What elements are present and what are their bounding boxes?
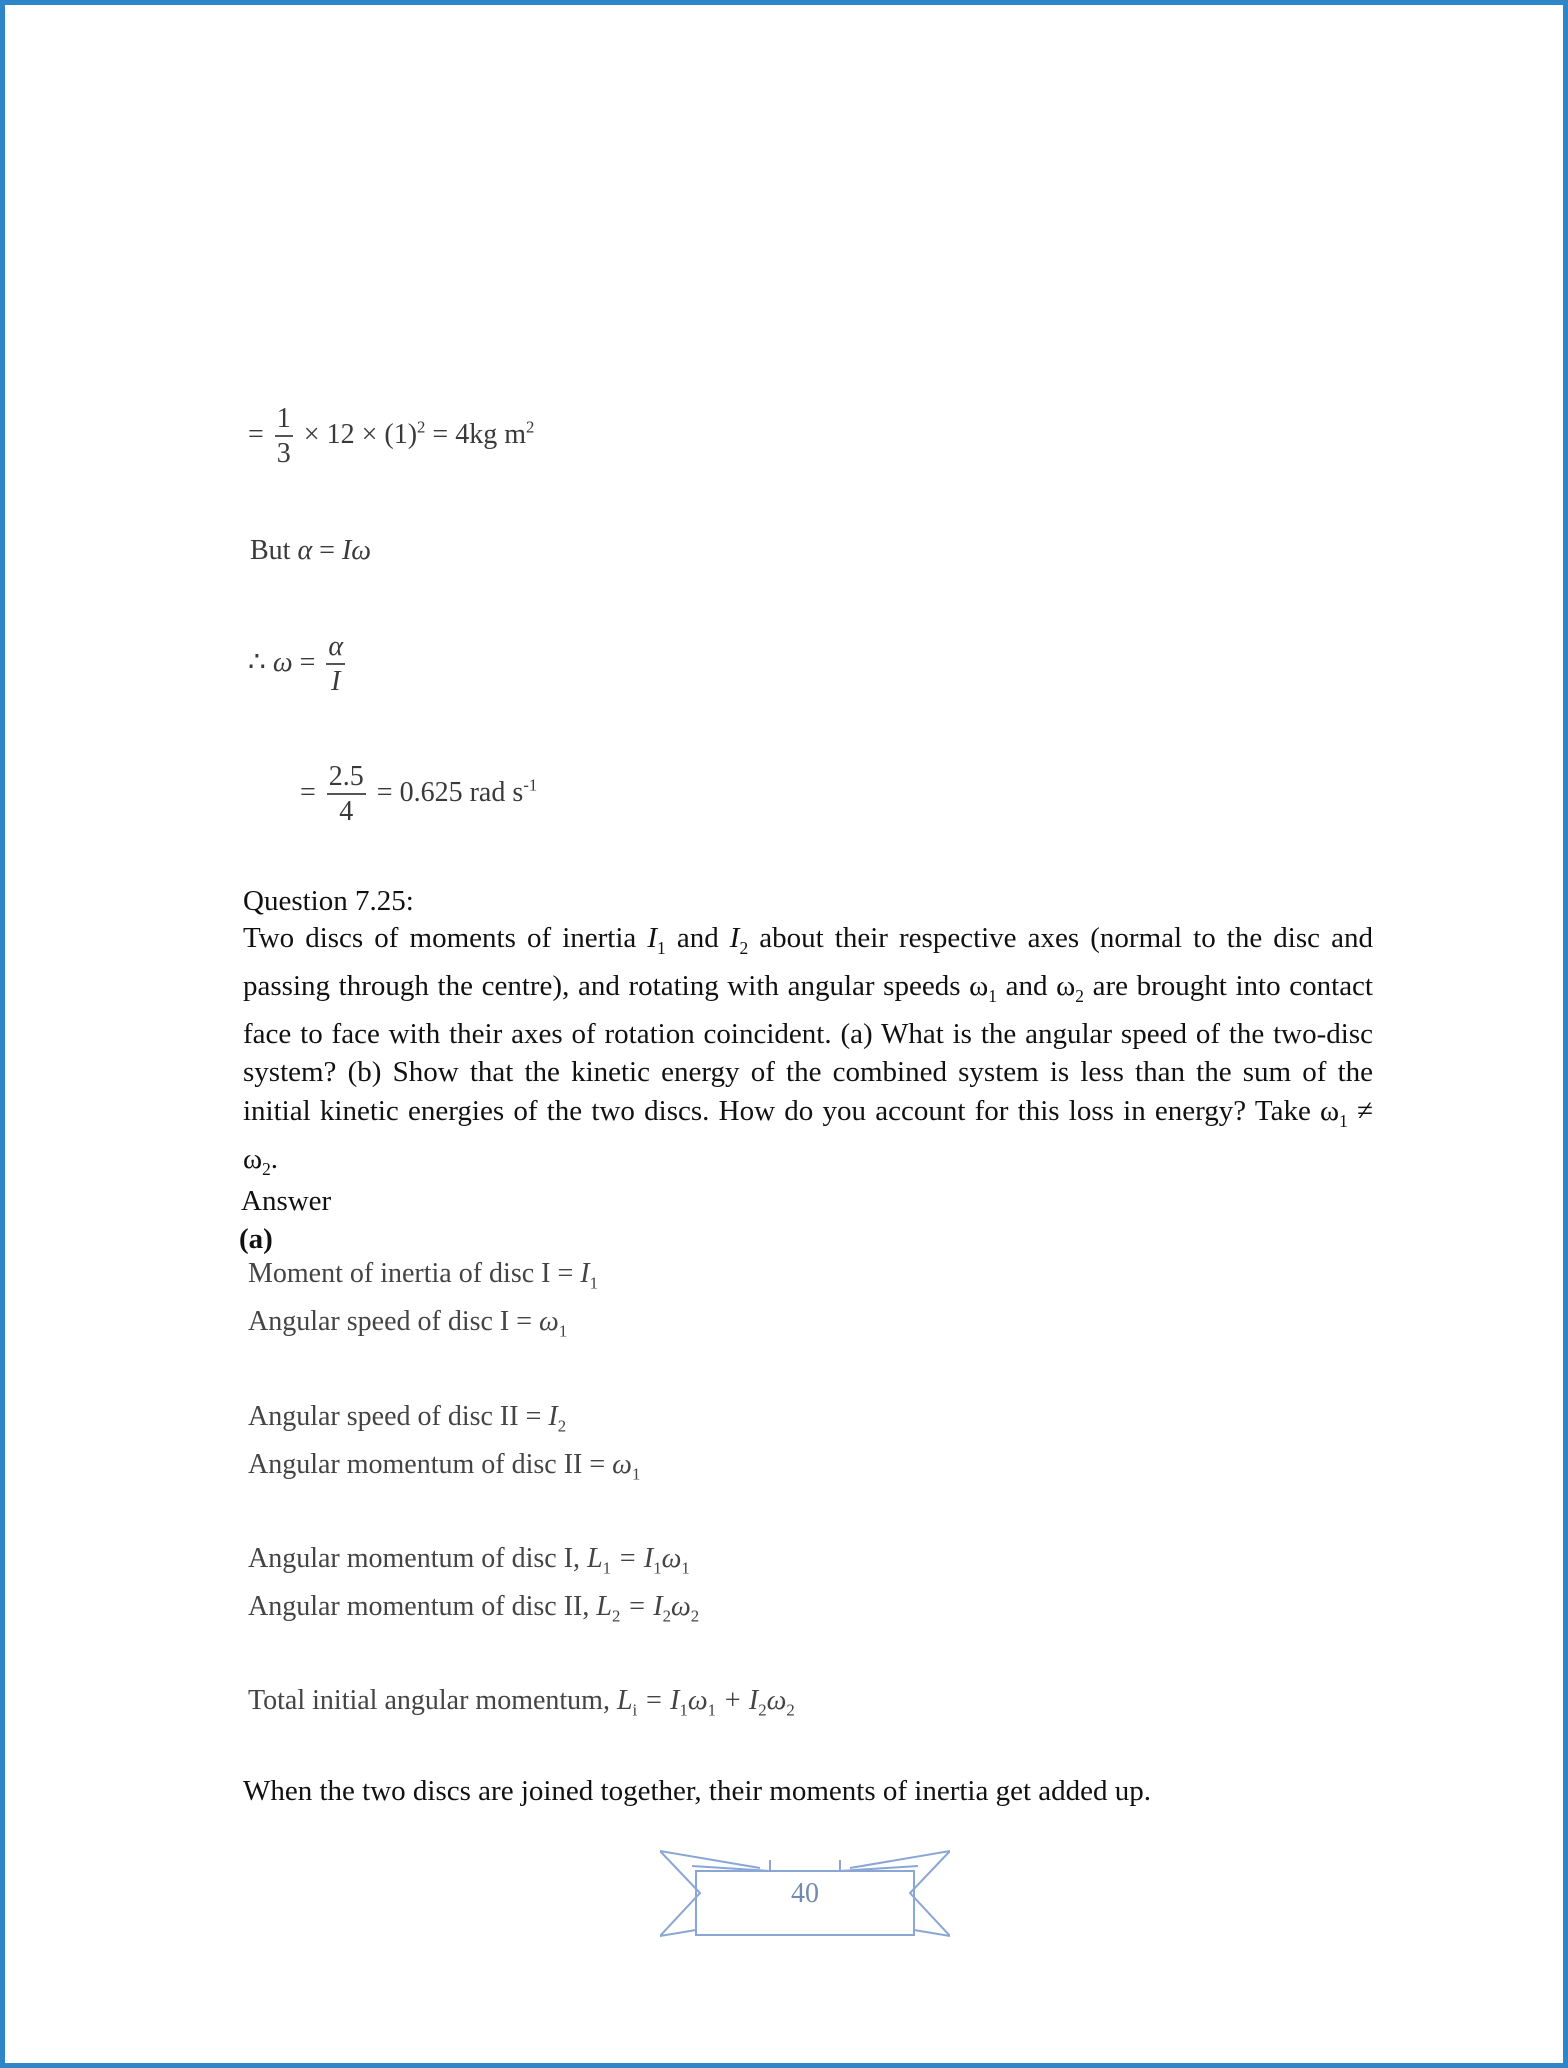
text: Two discs of moments of inertia (243, 922, 648, 954)
denominator: 4 (339, 796, 354, 828)
answer-line (248, 1258, 598, 1294)
subscript: 2 (786, 1700, 795, 1720)
text: and (665, 922, 730, 954)
subscript: 1 (602, 1558, 612, 1578)
therefore-symbol: ∴ (248, 646, 273, 678)
subscript: i (632, 1700, 638, 1720)
numerator: α (326, 632, 345, 665)
denominator: I (331, 666, 341, 698)
text: and ω (996, 970, 1076, 1003)
text: about their respective axes (normal to the disc and passing through the centre), and rotating with angular speeds ω (243, 922, 1373, 1003)
page-number: 40 (791, 1878, 819, 1909)
equation-omega (248, 632, 349, 697)
subscript: 1 (681, 1558, 690, 1578)
subscript: 1 (657, 937, 666, 958)
symbol-I2: I (729, 922, 740, 954)
answer-line (248, 1401, 566, 1437)
denominator: 3 (276, 438, 291, 470)
subscript: 2 (758, 1700, 767, 1720)
subscript: 1 (653, 1558, 662, 1578)
text: Angular momentum of disc I, (248, 1543, 588, 1574)
omega-symbol: ω (272, 646, 293, 678)
subscript: 2 (611, 1606, 621, 1626)
symbol: L (616, 1685, 633, 1716)
answer-line (248, 1306, 567, 1342)
subscript: 1 (1339, 1110, 1348, 1131)
symbol: = I (637, 1685, 680, 1716)
angular-momentum-disc-2 (248, 1591, 699, 1627)
subscript: 1 (631, 1464, 641, 1484)
equation-moment-of-inertia (248, 404, 534, 469)
symbol-I1: I (647, 922, 658, 954)
symbol: ω (766, 1685, 787, 1716)
symbol: = I (611, 1543, 654, 1574)
expression: × 12 × (1) (303, 418, 418, 450)
numerator: 2.5 (327, 762, 366, 795)
symbol: I (548, 1401, 558, 1432)
symbol: + I (716, 1685, 759, 1716)
equation-but-alpha (250, 535, 371, 567)
text: Angular speed of disc II = (248, 1401, 549, 1432)
symbol: I (580, 1258, 590, 1289)
lead-text: But (250, 535, 298, 566)
equation-result (300, 762, 537, 827)
subscript: 1 (707, 1700, 716, 1720)
text: are brought into contact face to face with their axes of rotation coincident. (a) What is the angular speed of the two-disc system? (b) Show that the kinetic energy of the combined system is less than the sum of the initial kinetic energies of the two discs. How do you account for this loss in energy? Take ω (243, 970, 1373, 1127)
equals-sign: = (248, 418, 264, 450)
equals-sign: = (292, 646, 323, 678)
exponent: 2 (417, 417, 426, 437)
text: Moment of inertia of disc I = (248, 1258, 581, 1289)
symbol: ω (687, 1685, 708, 1716)
fraction (275, 404, 293, 469)
symbol: ω (661, 1543, 682, 1574)
alpha-symbol: α (297, 535, 313, 566)
angular-momentum-disc-1 (248, 1543, 690, 1579)
subscript: 1 (558, 1321, 568, 1341)
result-exponent: -1 (523, 775, 538, 795)
text: Angular momentum of disc II = (248, 1449, 613, 1480)
page-number-ribbon (660, 1848, 950, 1948)
subscript: 1 (988, 985, 997, 1006)
fraction (327, 762, 366, 827)
equals-sign: = (300, 776, 316, 808)
fraction (326, 632, 345, 697)
result: = 0.625 rad s (376, 776, 524, 808)
numerator: 1 (275, 404, 293, 437)
text: ≠ ω (243, 1094, 1374, 1175)
subscript: 2 (690, 1606, 700, 1626)
text: Total initial angular momentum, (248, 1685, 617, 1716)
subscript: 2 (739, 937, 749, 958)
text: Angular speed of disc I = (248, 1306, 540, 1337)
subscript: 2 (557, 1416, 567, 1436)
subscript: 2 (262, 1158, 271, 1179)
question-text (243, 919, 1373, 1188)
rhs: Iω (341, 535, 372, 566)
symbol: ω (670, 1591, 691, 1622)
question-title: Question 7.25: (243, 885, 414, 917)
subscript: 2 (1075, 985, 1084, 1006)
answer-part-label: (a) (239, 1223, 273, 1255)
result: = 4kg m (425, 418, 526, 450)
subscript: 1 (679, 1700, 688, 1720)
symbol: L (587, 1543, 603, 1574)
text: Angular momentum of disc II, (248, 1591, 597, 1622)
subscript: 1 (589, 1273, 598, 1293)
subscript: 2 (662, 1606, 671, 1626)
symbol: L (596, 1591, 612, 1622)
symbol: ω (539, 1306, 559, 1337)
closing-sentence: When the two discs are joined together, their moments of inertia get added up. (243, 1775, 1152, 1807)
symbol: = I (620, 1591, 663, 1622)
total-initial-angular-momentum (248, 1685, 795, 1721)
symbol: ω (612, 1449, 632, 1480)
result-exponent: 2 (526, 417, 535, 437)
answer-line (248, 1449, 640, 1485)
equals-sign: = (312, 535, 342, 566)
text: . (270, 1142, 279, 1175)
answer-heading: Answer (241, 1185, 332, 1217)
